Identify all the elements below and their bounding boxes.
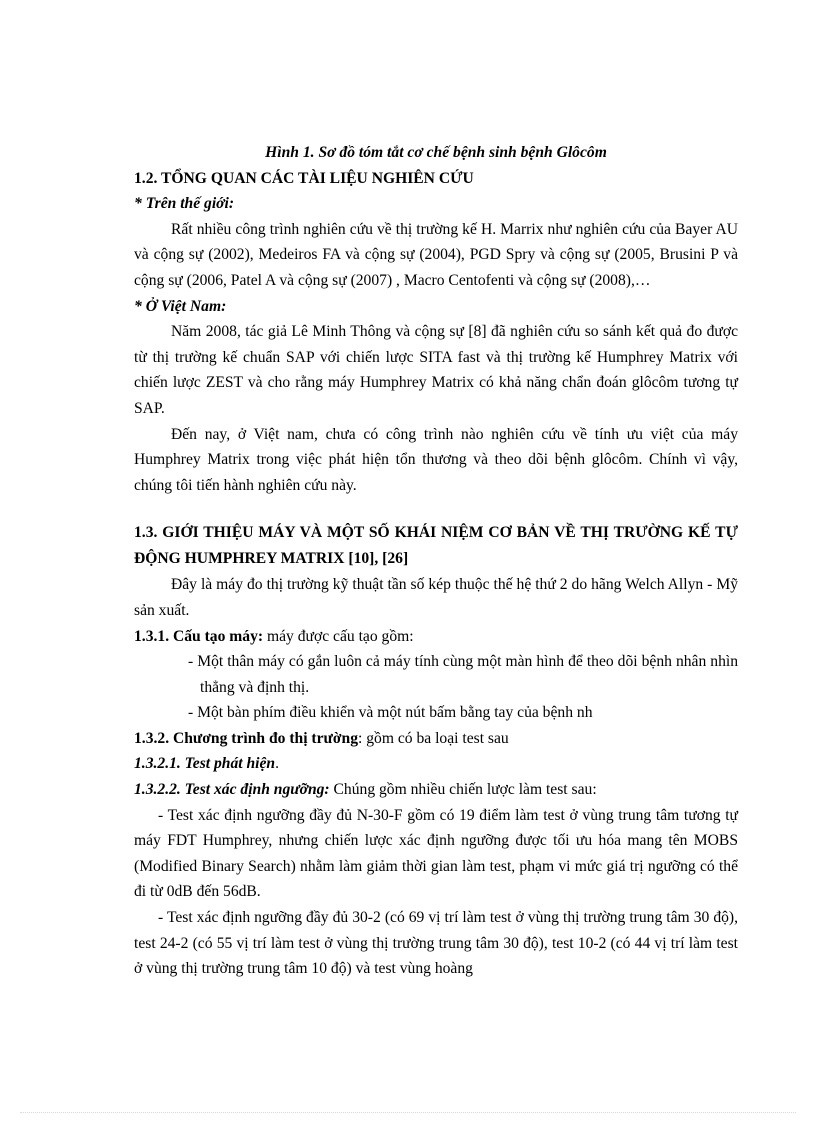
section-1-2-title: 1.2. TỔNG QUAN CÁC TÀI LIỆU NGHIÊN CỨU	[134, 169, 474, 187]
section-1-3-2-1-text: .	[275, 755, 279, 773]
section-1-3-2-1	[134, 751, 738, 777]
section-1-3-2-2-label: 1.3.2.2. Test xác định ngưỡng:	[134, 781, 330, 799]
section-1-3-2	[134, 726, 738, 752]
section-1-3-2-2-text: Chúng gồm nhiều chiến lược làm test sau:	[329, 781, 597, 799]
section-1-3-title: 1.3. GIỚI THIỆU MÁY VÀ MỘT SỐ KHÁI NIỆM CƠ BẢN VỀ THỊ TRƯỜNG KẾ TỰ ĐỘNG HUMPHREY MATRIX [10], [26]	[134, 524, 738, 568]
section-1-3-1-text: máy được cấu tạo gồm:	[263, 627, 414, 645]
section-1-3-2-text: : gồm có ba loại test sau	[358, 729, 509, 747]
structure-bullet-1: - Một thân máy có gắn luôn cả máy tính cùng một màn hình để theo dõi bệnh nhân nhìn thẳng và định thị.	[188, 653, 738, 696]
threshold-test-item-2: - Test xác định ngưỡng đầy đủ 30-2 (có 69 vị trí làm test ở vùng thị trường trung tâm 30 độ), test 24-2 (có 55 vị trí làm test ở vùng thị trường trung tâm 30 độ), test 10-2 (có 44 vị trí làm test ở vùng thị trường trung tâm 10 độ) và test vùng hoàng	[134, 909, 738, 978]
section-1-3-intro: Đây là máy đo thị trường kỹ thuật tần số kép thuộc thế hệ thứ 2 do hãng Welch Allyn - Mỹ sản xuất.	[134, 576, 738, 619]
section-1-3-2-2	[134, 777, 738, 803]
world-heading: * Trên thế giới:	[134, 195, 235, 213]
figure-caption: Hình 1. Sơ đồ tóm tắt cơ chế bệnh sinh bệnh Glôcôm	[265, 144, 607, 161]
world-paragraph: Rất nhiều công trình nghiên cứu về thị trường kế H. Marrix như nghiên cứu của Bayer AU và cộng sự (2002), Medeiros FA và cộng sự (2004), PGD Spry và cộng sự (2005, Brusini P và cộng sự (2006, Patel A và cộng sự (2007) , Macro Centofenti và cộng sự (2008),…	[134, 220, 738, 289]
vietnam-paragraph-2: Đến nay, ở Việt nam, chưa có công trình nào nghiên cứu về tính ưu việt của máy Humphrey Matrix trong việc phát hiện tổn thương và theo dõi bệnh glôcôm. Chính vì vậy, chúng tôi tiến hành nghiên cứu này.	[134, 425, 738, 494]
vietnam-heading: * Ở Việt Nam:	[134, 297, 227, 315]
document-page	[134, 140, 738, 982]
structure-bullet-2: - Một bàn phím điều khiển và một nút bấm bằng tay của bệnh nh	[188, 704, 593, 722]
threshold-test-item-1: - Test xác định ngưỡng đầy đủ N-30-F gồm có 19 điểm làm test ở vùng trung tâm tương tự máy FDT Humphrey, nhưng chiến lược xác định ngưỡng được tối ưu hóa mang tên MOBS (Modified Binary Search) nhằm làm giảm thời gian làm test, phạm vi mức giá trị ngưỡng có thể đi từ 0dB đến 56dB.	[134, 806, 738, 901]
page-bottom-rule	[20, 1112, 796, 1113]
section-1-3-1	[134, 624, 738, 650]
section-1-3-2-1-label: 1.3.2.1. Test phát hiện	[134, 755, 276, 773]
section-1-3-2-label: 1.3.2. Chương trình đo thị trường	[134, 729, 359, 747]
vietnam-paragraph-1: Năm 2008, tác giả Lê Minh Thông và cộng sự [8] đã nghiên cứu so sánh kết quả đo được từ thị trường kế chuẩn SAP với chiến lược SITA fast và thị trường kế Humphrey Matrix với chiến lược ZEST và cho rằng máy Humphrey Matrix có khả năng chẩn đoán glôcôm tương tự SAP.	[134, 323, 738, 417]
section-1-3-1-label: 1.3.1. Cấu tạo máy:	[134, 627, 264, 645]
